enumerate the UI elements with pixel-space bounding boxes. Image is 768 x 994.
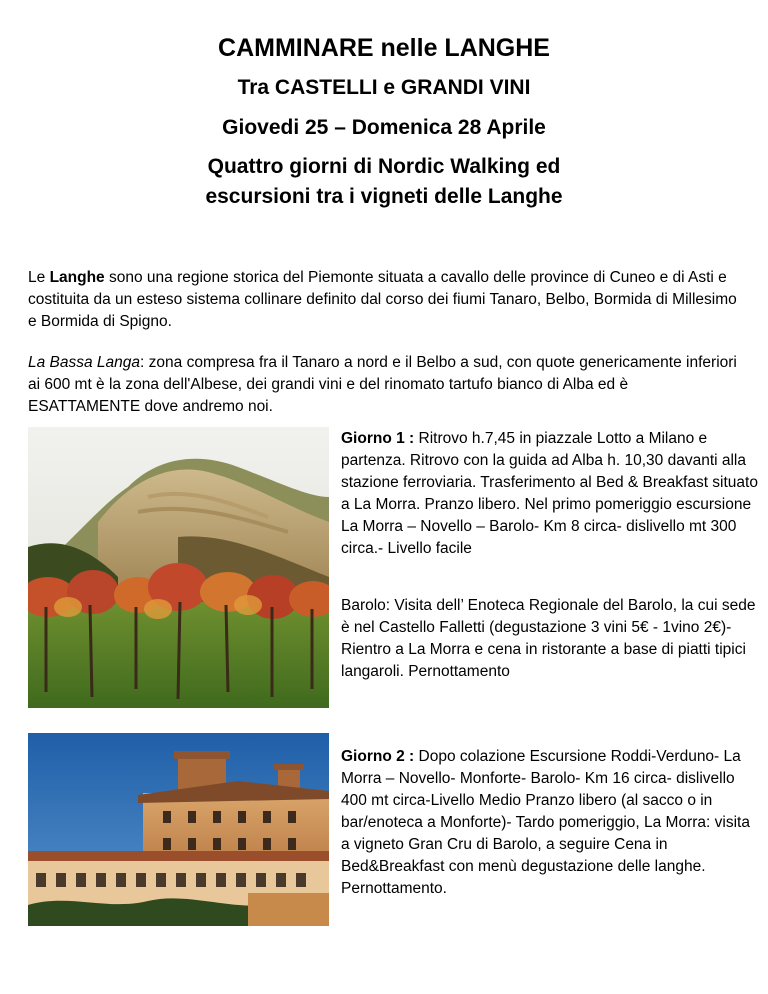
day-1-label: Giorno 1 : [341, 430, 415, 447]
day-1-barolo-text: Barolo: Visita dell’ Enoteca Regionale del Barolo, la cui sede è nel Castello Falletti (degustazione 3 vini 5€ - 1vino 2€)- Rientro a La Morra e cena in ristorante a base di piatti tipici langaroli. Pernottamento [341, 597, 756, 680]
day-2-itinerary [341, 746, 761, 900]
day-2-text: Dopo colazione Escursione Roddi-Verduno- La Morra – Novello- Monforte- Barolo- Km 16 circa- dislivello 400 mt circa-Livello Medio Pranzo libero (al sacco o in bar/enoteca a Monforte)- Tardo pomeriggio, La Morra: visita a vigneto Gran Cru di Barolo, a seguire Cena in Bed&Breakfast con menù degustazione delle langhe. Pernottamento. [341, 748, 750, 897]
day-1-barolo-visit [341, 595, 761, 683]
header-block [0, 30, 768, 212]
day-1-text: Ritrovo h.7,45 in piazzale Lotto a Milano e partenza. Ritrovo con la guida ad Alba h. 10,30 davanti alla stazione ferroviaria. Trasferimento al Bed & Breakfast situato a La Morra. Pranzo libero. Nel primo pomeriggio escursione La Morra – Novello – Barolo- Km 8 circa- dislivello mt 300 circa.- Livello facile [341, 430, 758, 557]
intro-p2-italic: La Bassa Langa [28, 354, 141, 371]
intro-paragraph-2 [28, 352, 740, 418]
intro-p1-bold: Langhe [49, 269, 105, 286]
intro-paragraph-1 [28, 267, 740, 333]
tagline-line-1: Quattro giorni di Nordic Walking ed [207, 155, 561, 178]
tagline-line-2: escursioni tra i vigneti delle Langhe [205, 185, 563, 208]
page-title: CAMMINARE nelle LANGHE [218, 34, 550, 62]
vineyard-photo [28, 427, 329, 708]
tagline [0, 152, 768, 212]
page-subtitle: Tra CASTELLI e GRANDI VINI [237, 76, 531, 99]
castle-photo [28, 733, 329, 926]
day-2-label: Giorno 2 : [341, 748, 415, 765]
event-dates: Giovedi 25 – Domenica 28 Aprile [222, 116, 546, 139]
intro-p1-pre: Le [28, 269, 50, 286]
day-1-itinerary [341, 428, 761, 560]
intro-p1-text: sono una regione storica del Piemonte situata a cavallo delle province di Cuneo e di Asti e costituita da un esteso sistema collinare definito dal corso dei fiumi Tanaro, Belbo, Bormida di Millesimo e Bormida di Spigno. [28, 269, 737, 330]
intro-p2-text: : zona compresa fra il Tanaro a nord e il Belbo a sud, con quote genericamente inferiori ai 600 mt è la zona dell'Albese, dei grandi vini e del rinomato tartufo bianco di Alba ed è ESATTAMENTE dove andremo noi. [28, 354, 737, 415]
